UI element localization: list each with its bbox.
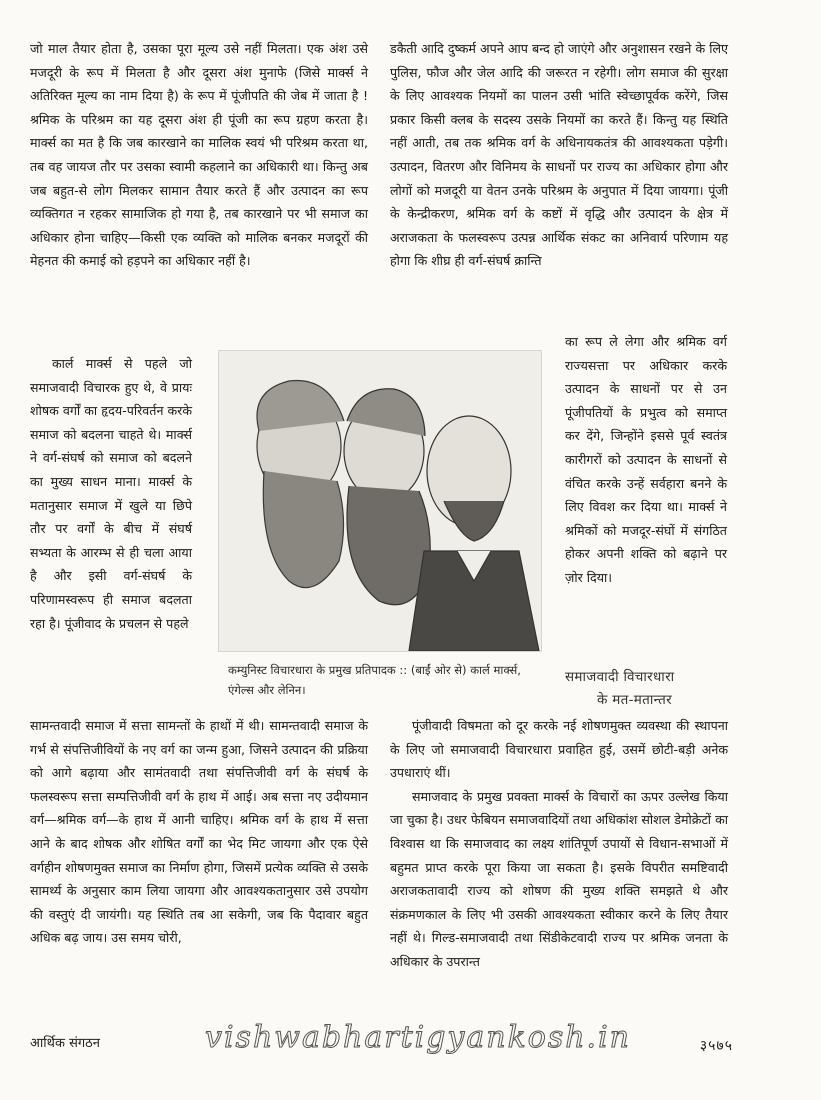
paragraph: का रूप ले लेगा और श्रमिक वर्ग राज्यसत्ता पर अधिकार करके उत्पादन के साधनों पर से उन पूंजीपतियों के प्रभुत्व को समाप्त कर देंगे, जिन्होंने इससे पूर्व स्वतंत्र कारीगरों को उत्पादन के साधनों से वंचित करके उन्हें सर्वहारा बनने के लिए विवश कर दिया था। मार्क्स ने श्रमिकों को मजदूर-संघों में संगठित होकर अपनी शक्ति को बढ़ाने पर ज़ोर दिया। [565,334,727,585]
paragraph: डकैती आदि दुष्कर्म अपने आप बन्द हो जाएंगे और अनुशासन रखने के लिए पुलिस, फौज और जेल आदि की जरूरत न रहेगी। लोग समाज की सुरक्षा के लिए आवश्यक नियमों का पालन उसी भांति स्वेच्छापूर्वक करेंगे, जिस प्रकार किसी क्लब के सदस्य उसके नियमों का करते हैं। किन्तु यह स्थिति नहीं आती, तब तक श्रमिक वर्ग के अधिनायकतंत्र की आवश्यकता पड़ेगी। उत्पादन, वितरण और विनिमय के साधनों पर राज्य का अधिकार होगा और लोगों को मजदूरी या वेतन उनके परिश्रम के अनुपात में दिया जायगा। पूंजी के केन्द्रीकरण, श्रमिक वर्ग के कष्टों में वृद्धि और उत्पादन के क्षेत्र में अराजकता के फलस्वरूप उत्पन्न आर्थिक संकट का अनिवार्य परिणाम यह होगा कि शीघ्र ही वर्ग-संघर्ष क्रान्ति [390,41,728,269]
column-left-top [30,37,368,273]
paragraph: सामन्तवादी समाज में सत्ता सामन्तों के हाथों में थी। सामन्तवादी समाज के गर्भ से संपत्तिजीवियों के नए वर्ग का जन्म हुआ, जिसने उत्पादन की प्रक्रिया को आगे बढ़ाया और सामंतवादी तथा संपत्तिजीवी वर्ग के संघर्ष के फलस्वरूप सत्ता सम्पत्तिजीवी वर्ग के हाथ में आई। अब सत्ता नए उदीयमान वर्ग—श्रमिक वर्ग—के हाथ में आनी चाहिए। श्रमिक वर्ग के हाथ में सत्ता आने के बाद शोषक और शोषित वर्गों का भेद मिट जायगा और एक ऐसे वर्गहीन शोषणमुक्त समाज का निर्माण होगा, जिसमें प्रत्येक व्यक्ति से उसके सामर्थ्य के अनुसार काम लिया जायगा और आवश्यकतानुसार उसे उपयोग की वस्तुएं दी जायंगी। यह स्थिति तब आ सकेगी, जब कि पैदावार बहुत अधिक बढ़ जाय। उस समय चोरी, [30,718,368,946]
portrait-engraving-icon [219,351,541,651]
column-left-bottom [30,714,368,950]
column-right-top [390,37,728,273]
section-heading [565,666,735,712]
paragraph: कार्ल मार्क्स से पहले जो समाजवादी विचारक हुए थे, वे प्रायः शोषक वर्गों का हृदय-परिवर्तन करके समाज को बदलना चाहते थे। मार्क्स ने वर्ग-संघर्ष को समाज को बदलने का मुख्य साधन माना। मार्क्स के मतानुसार समाज में खुले या छिपे तौर पर वर्गों के बीच में संघर्ष सभ्यता के आरम्भ से ही चला आया है और इसी वर्ग-संघर्ष के परिणामस्वरूप ही समाज बदलता रहा है। पूंजीवाद के प्रचलन से पहले [30,356,192,631]
figure-caption: कम्युनिस्ट विचारधारा के प्रमुख प्रतिपादक :: (बाईं ओर से) कार्ल मार्क्स, एंगेल्स और लेनिन। [228,663,521,697]
footer-section-name: आर्थिक संगठन [30,1036,100,1051]
page-number: ३५७५ [699,1038,733,1054]
paragraph: जो माल तैयार होता है, उसका पूरा मूल्य उसे नहीं मिलता। एक अंश उसे मजदूरी के रूप में मिलता है और दूसरा अंश मुनाफे (जिसे मार्क्स ने अतिरिक्त मूल्य का नाम दिया है) के रूप में पूंजीपति की जेब में जाता है ! श्रमिक के परिश्रम का यह दूसरा अंश ही पूंजी का रूप ग्रहण करता है। मार्क्स का मत है कि जब कारखाने का मालिक स्वयं भी परिश्रम करता था, तब वह जायज तौर पर उसका स्वामी कहलाने का अधिकारी था। किन्तु अब जब बहुत-से लोग मिलकर सामान तैयार करते हैं और उत्पादन का रूप व्यक्तिगत न रहकर सामाजिक हो गया है, तब कारखाने पर भी समाज का अधिकार होना चाहिए—किसी एक व्यक्ति को मालिक बनकर मजदूरों की मेहनत की कमाई को हड़पने का अधिकार नहीं है। [30,41,368,269]
column-left-middle [30,352,192,635]
paragraph: समाजवाद के प्रमुख प्रवक्ता मार्क्स के विचारों का ऊपर उल्लेख किया जा चुका है। उधर फेबियन समाजवादियों तथा अधिकांश सोशल डेमोक्रेटों का विश्वास था कि समाजवाद का लक्ष्य शांतिपूर्ण उपायों से विधान-सभाओं में बहुमत प्राप्त करके पूरा किया जा सकता है। इसके विपरीत समष्टिवादी अराजकतावादी राज्य को शोषण की मुख्य शक्ति समझते थे और संक्रमणकाल के लिए भी उसकी आवश्यकता स्वीकार करने के लिए तैयार नहीं थे। गिल्ड-समाजवादी तथा सिंडीकेटवादी राज्य पर श्रमिक जनता के अधिकार के उपरान्त [390,788,728,969]
section-heading-line1: समाजवादी विचारधारा [565,669,675,685]
watermark: vishwabhartigyankosh.in [205,1020,631,1055]
column-right-bottom [390,714,728,974]
engels-portrait [344,389,430,605]
portrait-figure [218,350,542,652]
paragraph: पूंजीवादी विषमता को दूर करके नई शोषणमुक्त व्यवस्था की स्थापना के लिए जो समाजवादी विचारधारा प्रवाहित हुई, उसमें छोटी-बड़ी अनेक उपधाराएं थीं। [390,718,728,781]
column-right-middle [565,330,727,590]
section-heading-line2: के मत-मतान्तर [597,692,672,708]
